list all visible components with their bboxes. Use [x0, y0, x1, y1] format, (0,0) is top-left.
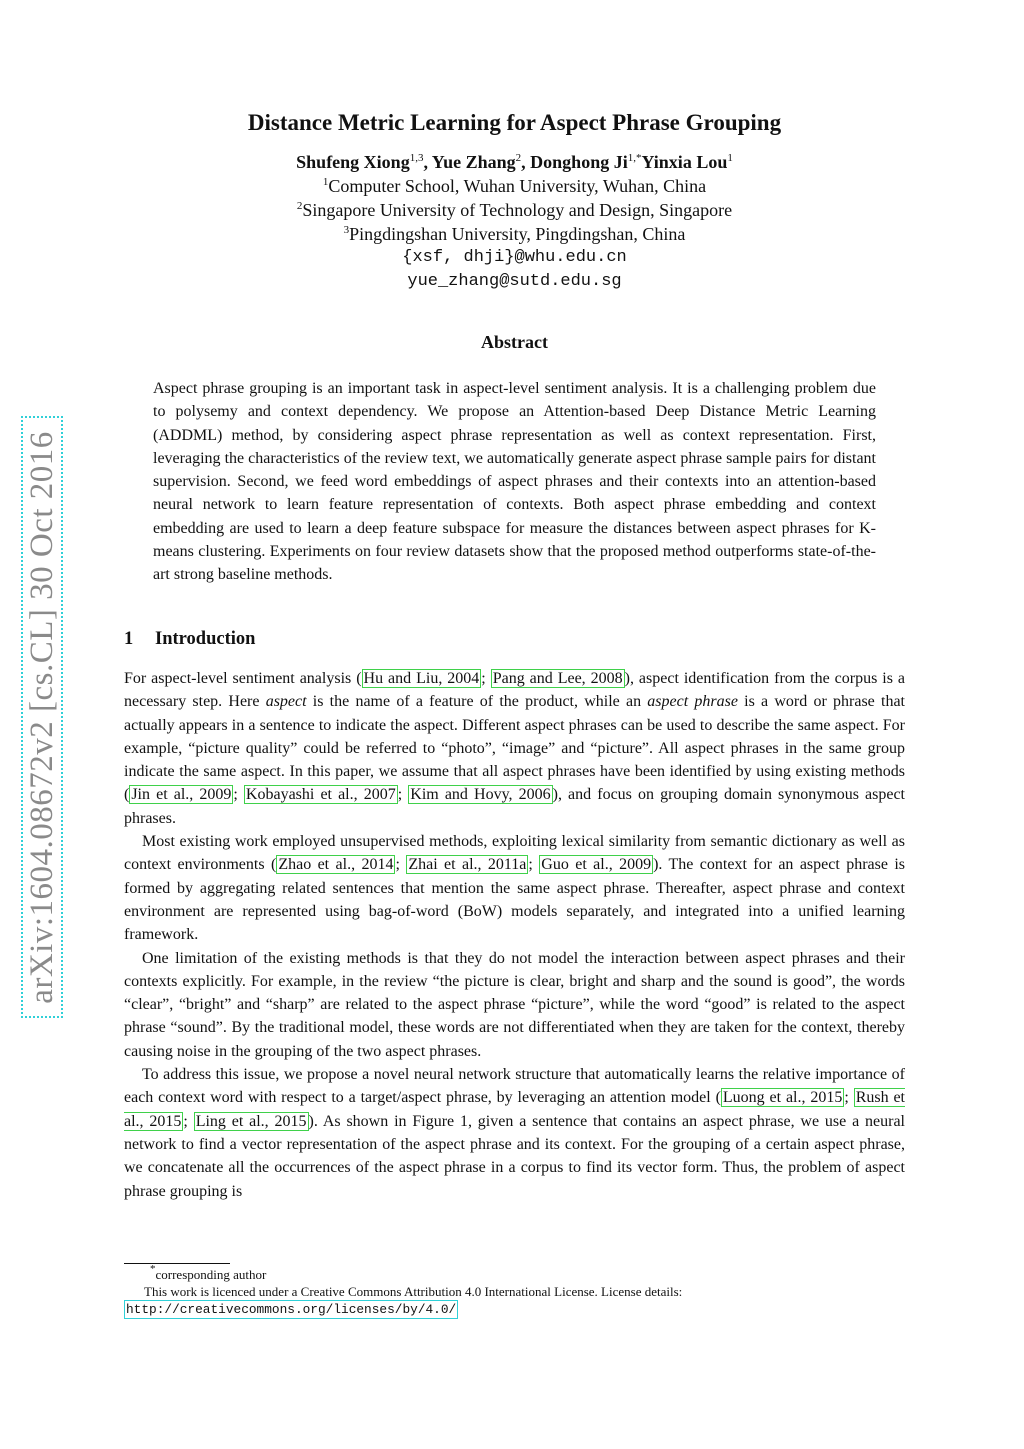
footnote-license: This work is licenced under a Creative Commons Attribution 4.0 International License. License details:: [144, 1284, 683, 1299]
paragraph-text: is the name of a feature of the product, while an: [306, 693, 648, 711]
affiliation: [124, 222, 905, 246]
author-name: Yinxia Lou: [641, 152, 728, 172]
arxiv-identifier: arXiv:1604.08672v2 [cs.CL] 30 Oct 2016: [23, 430, 60, 1004]
citation-link[interactable]: Ling et al., 2015: [195, 1112, 307, 1130]
author-list: [124, 150, 905, 174]
paragraph: [124, 667, 905, 830]
citation-link[interactable]: Guo et al., 2009: [541, 856, 652, 874]
emphasized-term: aspect: [265, 693, 307, 711]
paragraph-text: For aspect-level sentiment analysis (: [124, 670, 362, 687]
citation-separator: ;: [528, 856, 540, 874]
footnote-corresponding: [124, 1263, 905, 1283]
citation-link[interactable]: Kim and Hovy, 2006: [410, 786, 551, 804]
paragraph: [124, 830, 905, 946]
affiliation-text: Computer School, Wuhan University, Wuhan, China: [328, 176, 707, 196]
paragraph-text: is a word or phrase that actually appears in a sentence to indicate the aspect. Different aspect phrases can be used to describe the same aspect. For example, “picture quality” could be referred to “photo”, “image” and “picture”. All aspect phrases in the same group indicate the same aspect. In this paper, we assume that all aspect phrases have been identified by using existing methods (: [124, 693, 905, 804]
citation-link[interactable]: Kobayashi et al., 2007: [245, 786, 396, 804]
author-name: , Yue Zhang: [423, 152, 516, 172]
paragraph: [124, 1063, 905, 1203]
author-email: {xsf, dhji}@whu.edu.cn: [402, 248, 627, 267]
paragraph-text: ). The context for an aspect phrase is formed by aggregating related sentences that mention the same aspect phrase. Thereafter, aspect phrase and context environment are represented using bag-of-word (BoW) models separately, and integrated into a unified learning framework.: [124, 856, 906, 944]
paragraph: One limitation of the existing methods is that they do not model the interaction between aspect phrases and their contexts explicitly. For example, in the review “the picture is clear, bright and sharp and the sound is good”, the words “clear”, “bright” and “sharp” are related to the aspect phrase “picture”, while the word “good” is related to the aspect phrase “sound”. By the traditional model, these words are not differentiated when they are taken for the context, thereby causing noise in the grouping of the two aspect phrases.: [124, 949, 905, 1060]
footnote-mark: *: [150, 1263, 156, 1275]
citation-separator: ;: [844, 1089, 854, 1107]
paragraph-text: To address this issue, we propose a novel neural network structure that automatically learns the relative importance of each context word with respect to a target/aspect phrase, by leveraging an attention model (: [124, 1066, 905, 1107]
arxiv-side-stamp: [21, 416, 63, 1018]
author-affiliation-mark: 1,3: [409, 152, 424, 164]
emphasized-term: aspect phrase: [647, 693, 738, 711]
citation-link[interactable]: Jin et al., 2009: [131, 786, 232, 804]
citation-separator: ;: [233, 786, 244, 804]
citation-link[interactable]: Luong et al., 2015: [722, 1089, 843, 1107]
citation-link[interactable]: Hu and Liu, 2004: [363, 670, 480, 687]
citation-separator: ;: [395, 856, 407, 874]
footnote-text: corresponding author: [155, 1267, 267, 1282]
license-link[interactable]: http://creativecommons.org/licenses/by/4.0/: [126, 1302, 457, 1317]
citation-link[interactable]: Zhai et al., 2011a: [408, 856, 527, 874]
author-email: yue_zhang@sutd.edu.sg: [407, 272, 622, 291]
paper-title: Distance Metric Learning for Aspect Phrase Grouping: [247, 110, 782, 135]
footnote-divider: [124, 1263, 230, 1264]
abstract-heading: Abstract: [481, 332, 548, 352]
affiliation-mark: 1: [322, 176, 329, 188]
paper-header: [124, 106, 905, 294]
affiliation-text: Singapore University of Technology and Design, Singapore: [302, 200, 733, 220]
affiliation: [124, 198, 905, 222]
introduction-body: [124, 667, 905, 1203]
affiliation-mark: 3: [343, 224, 350, 236]
citation-link[interactable]: Rush et al., 2015: [124, 1089, 905, 1130]
citation-separator: ;: [397, 786, 409, 804]
affiliation: [124, 174, 905, 198]
author-name: Shufeng Xiong: [296, 152, 410, 172]
author-name: , Donghong Ji: [521, 152, 628, 172]
section-heading: [124, 629, 255, 650]
paragraph-text: ), aspect identification from the corpus is a necessary step. Here: [124, 670, 906, 711]
paragraph-text: ), and focus on grouping domain synonymous aspect phrases.: [124, 786, 906, 827]
citation-link[interactable]: Zhao et al., 2014: [278, 856, 394, 874]
affiliation-mark: 2: [296, 200, 303, 212]
citation-link[interactable]: Pang and Lee, 2008: [492, 670, 623, 687]
citation-separator: ;: [481, 670, 491, 687]
author-affiliation-mark: 1,*: [627, 152, 642, 164]
paragraph-text: Most existing work employed unsupervised methods, exploiting lexical similarity from semantic dictionary as well as context environments (: [124, 833, 905, 874]
abstract-text: Aspect phrase grouping is an important task in aspect-level sentiment analysis. It is a challenging problem due to polysemy and context dependency. We propose an Attention-based Deep Distance Metric Learning (ADDML) method, by considering aspect phrase representation as well as context representation. First, leveraging the characteristics of the review text, we automatically generate aspect phrase sample pairs for distant supervision. Second, we feed word embeddings of aspect phrases and their contexts into an attention-based neural network to learn feature representation of contexts. Both aspect phrase embedding and context embedding are used to learn a deep feature subspace for measure the distances between aspect phrases for K-means clustering. Experiments on four review datasets show that the proposed method outperforms state-of-the-art strong baseline methods.: [153, 380, 876, 584]
affiliation-text: Pingdingshan University, Pingdingshan, China: [349, 224, 686, 244]
author-affiliation-mark: 1: [727, 152, 733, 164]
author-affiliation-mark: 2: [515, 152, 522, 164]
section-title: Introduction: [155, 629, 256, 649]
paragraph-text: ). As shown in Figure 1, given a sentence that contains an aspect phrase, we use a neural network to find a vector representation of the aspect phrase and its context. For the grouping of a certain aspect phrase, we concatenate all the occurrences of the aspect phrase in a corpus to find its vector form. Thus, the problem of aspect phrase grouping is: [124, 1112, 906, 1200]
citation-separator: ;: [183, 1112, 194, 1130]
section-number: 1: [124, 629, 134, 649]
